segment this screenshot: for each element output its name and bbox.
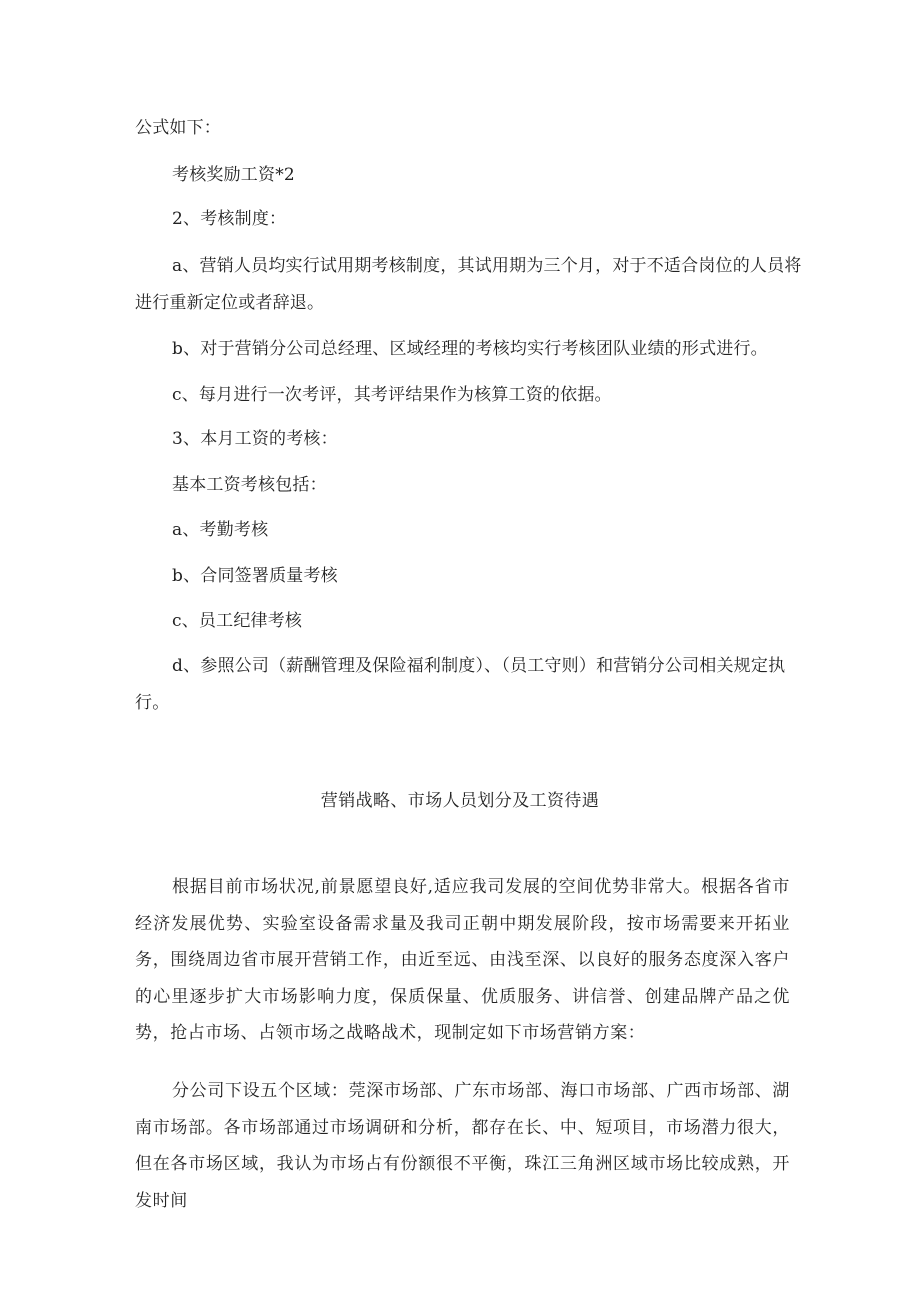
basic-item-c: c、员工纪律考核 <box>172 611 303 631</box>
formula-line: 考核奖励工资*2 <box>172 165 295 185</box>
basic-item-a: a、考勤考核 <box>172 520 269 540</box>
basic-item-d-continuation: 行。 <box>135 693 170 713</box>
paragraph-market-strategy: 根据目前市场状况,前景愿望良好,适应我司发展的空间优势非常大。根据各省市经济发展优势、实验室设备需求量及我司正朝中期发展阶段，按市场需要来开拓业务，围绕周边省市展开营销工作，由近至远、由浅至深、以良好的服务态度深入客户的心里逐步扩大市场影响力度，保质保量、优质服务、讲信誉、创建品牌产品之优势，抢占市场、占领市场之战略战术，现制定如下市场营销方案： <box>135 877 790 1043</box>
item-c-line: c、每月进行一次考评，其考评结果作为核算工资的依据。 <box>172 385 612 405</box>
basic-item-d: d、参照公司（薪酬管理及保险福利制度）、（员工守则）和营销分公司相关规定执 <box>172 656 786 676</box>
basic-salary-intro: 基本工资考核包括： <box>172 475 327 495</box>
formula-intro-line: 公式如下： <box>135 118 221 138</box>
item-b-line: b、对于营销分公司总经理、区域经理的考核均实行考核团队业绩的形式进行。 <box>172 339 768 359</box>
section-heading: 营销战略、市场人员划分及工资待遇 <box>320 791 600 811</box>
item-a-continuation: 进行重新定位或者辞退。 <box>135 293 325 313</box>
salary-assessment-title: 3、本月工资的考核： <box>172 429 338 449</box>
paragraph-regional-division: 分公司下设五个区域：莞深市场部、广东市场部、海口市场部、广西市场部、湖南市场部。各市场部通过市场调研和分析，都存在长、中、短项目，市场潜力很大，但在各市场区域，我认为市场占有份额很不平衡，珠江三角洲区域市场比较成熟，开发时间 <box>135 1081 790 1211</box>
item-a-line: a、营销人员均实行试用期考核制度，其试用期为三个月，对于不适合岗位的人员将 <box>172 256 802 276</box>
assessment-system-title: 2、考核制度： <box>172 209 287 229</box>
basic-item-b: b、合同签署质量考核 <box>172 566 338 586</box>
